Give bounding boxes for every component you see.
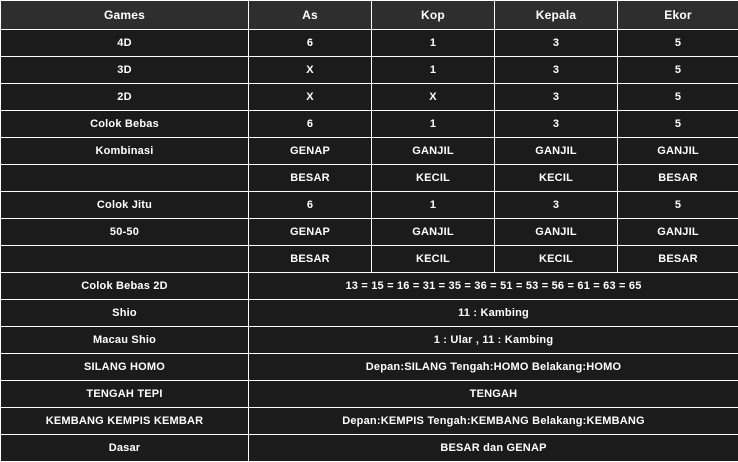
row-label: KEMBANG KEMPIS KEMBAR <box>1 408 249 435</box>
cell-value: X <box>249 84 372 111</box>
cell-value: GANJIL <box>495 138 618 165</box>
cell-value: 3 <box>495 192 618 219</box>
cell-value: BESAR <box>249 165 372 192</box>
cell-value: 1 <box>372 30 495 57</box>
cell-value: KECIL <box>372 246 495 273</box>
column-header-games: Games <box>1 1 249 30</box>
row-label <box>1 246 249 273</box>
table-row <box>1 30 738 57</box>
cell-value: BESAR <box>249 246 372 273</box>
table-body <box>1 30 738 462</box>
cell-value: GANJIL <box>372 219 495 246</box>
row-label: Kombinasi <box>1 138 249 165</box>
cell-value-wide: Depan:KEMPIS Tengah:KEMBANG Belakang:KEMBANG <box>249 408 738 435</box>
row-label: 4D <box>1 30 249 57</box>
cell-value: GANJIL <box>372 138 495 165</box>
table-row <box>1 138 738 165</box>
cell-value-wide: TENGAH <box>249 381 738 408</box>
cell-value: KECIL <box>495 165 618 192</box>
cell-value-wide: 13 = 15 = 16 = 31 = 35 = 36 = 51 = 53 = 56 = 61 = 63 = 65 <box>249 273 738 300</box>
row-label: 2D <box>1 84 249 111</box>
table-row <box>1 111 738 138</box>
column-header-kop: Kop <box>372 1 495 30</box>
cell-value-wide: BESAR dan GENAP <box>249 435 738 462</box>
cell-value: GANJIL <box>618 138 738 165</box>
cell-value: GENAP <box>249 219 372 246</box>
row-label: 3D <box>1 57 249 84</box>
cell-value-wide: 1 : Ular , 11 : Kambing <box>249 327 738 354</box>
cell-value-wide: Depan:SILANG Tengah:HOMO Belakang:HOMO <box>249 354 738 381</box>
cell-value: GENAP <box>249 138 372 165</box>
cell-value: 6 <box>249 111 372 138</box>
row-label: Dasar <box>1 435 249 462</box>
cell-value: 3 <box>495 84 618 111</box>
row-label: SILANG HOMO <box>1 354 249 381</box>
table-row <box>1 408 738 435</box>
table-row <box>1 84 738 111</box>
table-row <box>1 192 738 219</box>
cell-value: 1 <box>372 192 495 219</box>
row-label: Shio <box>1 300 249 327</box>
row-label: TENGAH TEPI <box>1 381 249 408</box>
cell-value: 5 <box>618 57 738 84</box>
cell-value: BESAR <box>618 165 738 192</box>
table-row <box>1 354 738 381</box>
row-label: 50-50 <box>1 219 249 246</box>
column-header-as: As <box>249 1 372 30</box>
row-label: Colok Bebas <box>1 111 249 138</box>
cell-value: 6 <box>249 192 372 219</box>
table-row <box>1 300 738 327</box>
table-row <box>1 327 738 354</box>
row-label <box>1 165 249 192</box>
cell-value: GANJIL <box>495 219 618 246</box>
column-header-kepala: Kepala <box>495 1 618 30</box>
cell-value: 3 <box>495 57 618 84</box>
cell-value: GANJIL <box>618 219 738 246</box>
table-row <box>1 57 738 84</box>
table-row <box>1 165 738 192</box>
table-row <box>1 273 738 300</box>
cell-value: 5 <box>618 30 738 57</box>
row-label: Colok Jitu <box>1 192 249 219</box>
row-label: Macau Shio <box>1 327 249 354</box>
cell-value: BESAR <box>618 246 738 273</box>
cell-value: 1 <box>372 57 495 84</box>
cell-value: 6 <box>249 30 372 57</box>
table-row <box>1 246 738 273</box>
row-label: Colok Bebas 2D <box>1 273 249 300</box>
cell-value: 5 <box>618 111 738 138</box>
table-header-row <box>1 1 738 30</box>
cell-value: 3 <box>495 30 618 57</box>
cell-value: 3 <box>495 111 618 138</box>
cell-value: 5 <box>618 84 738 111</box>
table-row <box>1 219 738 246</box>
cell-value: KECIL <box>495 246 618 273</box>
column-header-ekor: Ekor <box>618 1 738 30</box>
cell-value: KECIL <box>372 165 495 192</box>
cell-value: 5 <box>618 192 738 219</box>
cell-value-wide: 11 : Kambing <box>249 300 738 327</box>
cell-value: 1 <box>372 111 495 138</box>
table-row <box>1 435 738 462</box>
cell-value: X <box>249 57 372 84</box>
cell-value: X <box>372 84 495 111</box>
table-row <box>1 381 738 408</box>
